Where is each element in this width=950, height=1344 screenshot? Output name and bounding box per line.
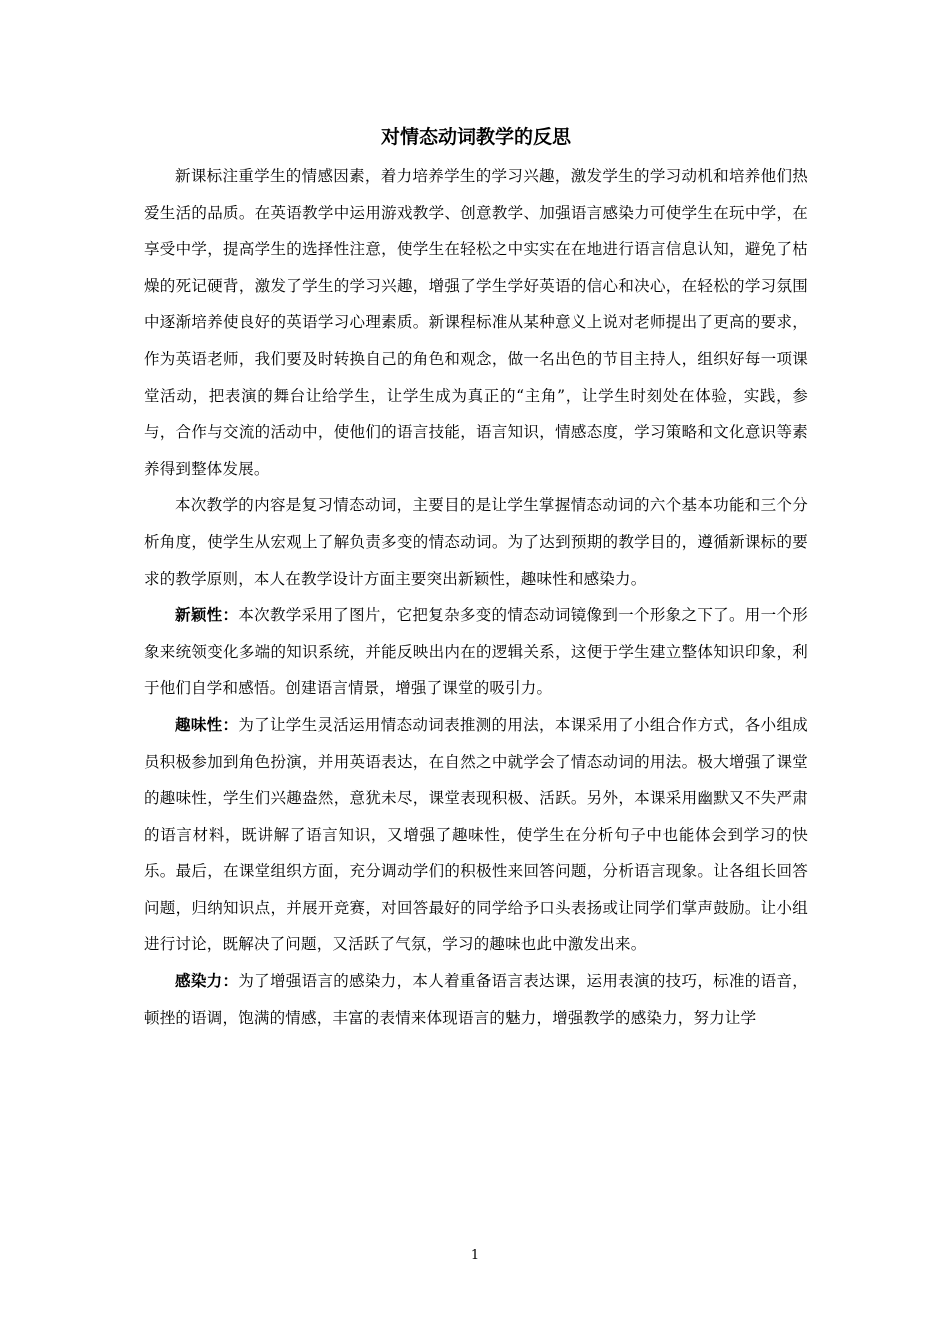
paragraph-appeal [144,963,808,1036]
document-title: 对情态动词教学的反思 [380,126,571,148]
paragraph-text: 新课标注重学生的情感因素，着力培养学生的学习兴趣，激发学生的学习动机和培养他们热爱生活的品质。在英语教学中运用游戏教学、创意教学、加强语言感染力可使学生在玩中学，在享受中学，提高学生的选择性注意，使学生在轻松之中实实在在地进行语言信息认知，避免了枯燥的死记硬背，激发了学生的学习兴趣，增强了学生学好英语的信心和决心，在轻松的学习氛围中逐渐培养使良好的英语学习心理素质。新课程标准从某种意义上说对老师提出了更高的要求，作为英语老师，我们要及时转换自己的角色和观念，做一名出色的节目主持人，组织好每一项课堂活动，把表演的舞台让给学生，让学生成为真正的“主角”，让学生时刻处在体验，实践，参与，合作与交流的活动中，使他们的语言技能，语言知识，情感态度，学习策略和文化意识等素养得到整体发展。 [144,167,808,478]
paragraph-text: 为了让学生灵活运用情态动词表推测的用法，本课采用了小组合作方式，各小组成员积极参加到角色扮演，并用英语表达，在自然之中就学会了情态动词的用法。极大增强了课堂的趣味性，学生们兴趣盎然，意犹未尽，课堂表现积极、活跃。另外，本课采用幽默又不失严肃的语言材料，既讲解了语言知识，又增强了趣味性，使学生在分析句子中也能体会到学习的快乐。最后，在课堂组织方面，充分调动学们的积极性来回答问题，分析语言现象。让各组长回答问题，归纳知识点，并展开竞赛，对回答最好的同学给予口头表扬或让同学们掌声鼓励。让小组进行讨论，既解决了问题，又活跃了气氛，学习的趣味也此中激发出来。 [144,715,808,954]
paragraph-text: 本次教学采用了图片，它把复杂多变的情态动词镜像到一个形象之下了。用一个形象来统领变化多端的知识系统，并能反映出内在的逻辑关系，这便于学生建立整体知识印象，利于他们自学和感悟。创建语言情景，增强了课堂的吸引力。 [144,606,808,698]
paragraph-lead-novelty: 新颖性： [175,606,239,625]
paragraph-text: 为了增强语言的感染力，本人着重备语言表达课，运用表演的技巧，标准的语音，顿挫的语调，饱满的情感，丰富的表情来体现语言的魅力，增强教学的感染力，努力让学 [144,972,808,1027]
paragraph-text: 本次教学的内容是复习情态动词，主要目的是让学生掌握情态动词的六个基本功能和三个分析角度，使学生从宏观上了解负责多变的情态动词。为了达到预期的教学目的，遵循新课标的要求的教学原则，本人在教学设计方面主要突出新颖性，趣味性和感染力。 [144,496,808,588]
paragraph-interest [144,707,808,963]
paragraph-content [144,487,808,597]
paragraph-lead-interest: 趣味性： [175,715,239,734]
document-body [144,118,808,1036]
page-number: 1 [470,1248,480,1263]
paragraph-novelty [144,597,808,707]
paragraph-lead-appeal: 感染力： [175,972,239,991]
paragraph-intro [144,158,808,487]
